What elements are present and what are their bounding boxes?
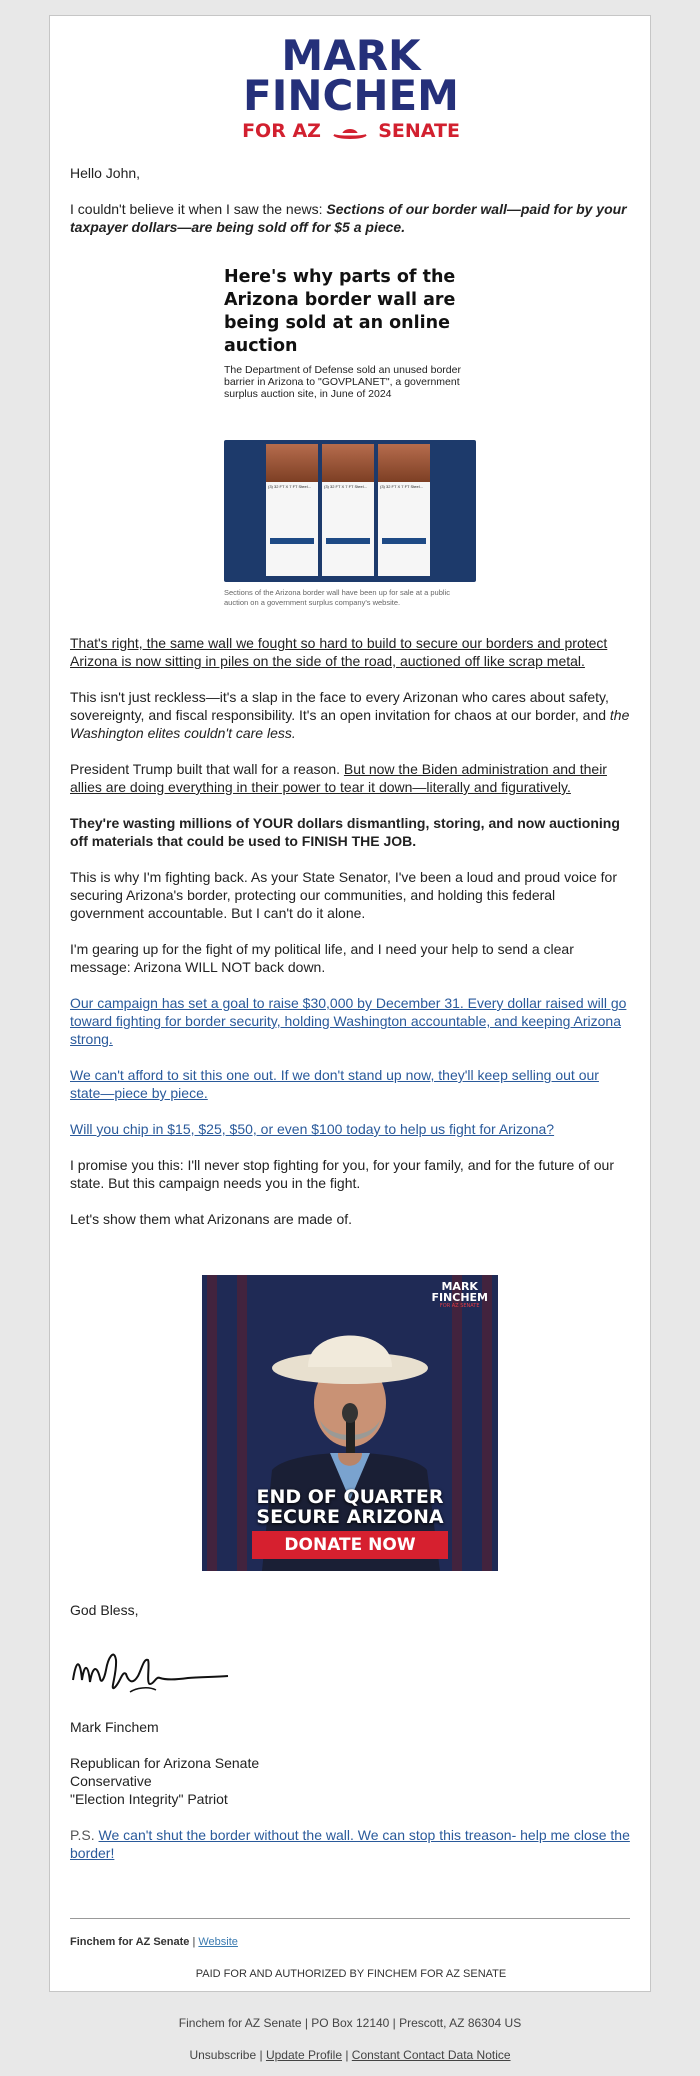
closing: God Bless, (70, 1602, 139, 1618)
promo-logo-first: MARK (441, 1280, 478, 1293)
handwritten-signature (70, 1640, 230, 1704)
website-link[interactable]: Website (198, 1936, 238, 1948)
lot-title: (3) 32 FT X 7 FT Steel... (268, 484, 311, 489)
promo-line-secure: SECURE ARIZONA (256, 1506, 444, 1528)
wall-image (322, 444, 374, 482)
donate-link-goal[interactable]: Our campaign has set a goal to raise $30,000 by December 31. Every dollar raised will go toward fighting for border security, holding Washington accountable, and keeping Arizona strong. (70, 995, 627, 1047)
promo-logo-sub: FOR AZ SENATE (439, 1303, 480, 1309)
news-article-clip (224, 266, 474, 400)
paragraph-show-them: Let's show them what Arizonans are made of. (70, 1211, 353, 1227)
promo-headline (202, 1487, 498, 1527)
email-preferences (0, 2048, 700, 2062)
article-lede: The Department of Defense sold an unused border barrier in Arizona to "GOVPLANET", a government surplus auction site, in June of 2024 (224, 364, 461, 400)
paragraph-reckless (70, 688, 630, 742)
intro-plain: I couldn't believe it when I saw the news: (70, 201, 327, 217)
auction-lot (322, 444, 374, 576)
donate-link-chip-in[interactable]: Will you chip in $15, $25, $50, or even $100 today to help us fight for Arizona? (70, 1121, 555, 1137)
auction-screenshot (224, 440, 476, 582)
intro-paragraph (70, 200, 630, 236)
article-headline: Here's why parts of the Arizona border wall are being sold at an online auction (224, 267, 456, 356)
paragraph-trump (70, 760, 630, 796)
auction-lot (266, 444, 318, 576)
donate-link-sit-out[interactable]: We can't afford to sit this one out. If we don't stand up now, they'll keep selling out our state—piece by piece. (70, 1067, 599, 1101)
pref-sep-2: | (342, 2048, 352, 2062)
lot-title: (3) 32 FT X 7 FT Steel... (380, 484, 423, 489)
footer-org-name: Finchem for AZ Senate (70, 1936, 190, 1948)
auction-lot (378, 444, 430, 576)
email-card (49, 15, 651, 1992)
footer-divider (70, 1918, 630, 1919)
mailing-address: Finchem for AZ Senate | PO Box 12140 | Prescott, AZ 86304 US (178, 2016, 522, 2030)
signer-block (70, 1718, 630, 1880)
signature-image (70, 1640, 230, 1704)
signer-title-1: Republican for Arizona Senate (70, 1755, 260, 1771)
donate-now-button[interactable]: DONATE NOW (252, 1531, 448, 1559)
promo-line-quarter: END OF QUARTER (256, 1486, 444, 1508)
signer-title-3: "Election Integrity" Patriot (70, 1791, 228, 1807)
promo-logo (431, 1281, 488, 1310)
wall-image (378, 444, 430, 482)
lot-button (326, 538, 370, 544)
paragraph-promise: I promise you this: I'll never stop fighting for you, for your family, and for the future of our state. But this campaign needs you in the fight. (70, 1157, 615, 1191)
lot-title: (3) 32 FT X 7 FT Steel... (324, 484, 367, 489)
footer-separator: | (189, 1936, 199, 1948)
paragraph-wasting: They're wasting millions of YOUR dollars dismantling, storing, and now auctioning off materials that could be used to FINISH THE JOB. (70, 815, 620, 849)
signer-title-2: Conservative (70, 1773, 152, 1789)
ps-link[interactable]: We can't shut the border without the wall. We can stop this treason- help me close the border! (70, 1827, 630, 1861)
logo-subline (50, 120, 652, 142)
constant-contact-link[interactable]: Constant Contact Data Notice (351, 2048, 511, 2062)
promo-logo-last: FINCHEM (431, 1291, 488, 1304)
logo-first-name: MARK (281, 31, 421, 80)
lot-button (382, 538, 426, 544)
signer-name: Mark Finchem (70, 1719, 159, 1735)
unsubscribe-link[interactable]: Unsubscribe (189, 2048, 257, 2062)
logo-last-name: FINCHEM (243, 71, 459, 120)
auction-caption: Sections of the Arizona border wall have been up for sale at a public auction on a government surplus company's website. (224, 588, 450, 607)
p3-text: President Trump built that wall for a reason. (70, 761, 344, 777)
update-profile-link[interactable]: Update Profile (265, 2048, 342, 2062)
closing-block (70, 1601, 630, 1637)
cowboy-hat-icon (333, 124, 367, 140)
postscript (70, 1826, 630, 1862)
p2-italic: the Washington elites couldn't care less. (70, 707, 630, 741)
lot-button (270, 538, 314, 544)
paragraph-gearing-up: I'm gearing up for the fight of my political life, and I need your help to send a clear message: Arizona WILL NOT back down. (70, 941, 574, 975)
paragraph-wall: That's right, the same wall we fought so hard to build to secure our borders and protect Arizona is now sitting in piles on the side of the road, auctioned off like scrap metal. (70, 635, 608, 669)
paid-for-notice: PAID FOR AND AUTHORIZED BY FINCHEM FOR AZ SENATE (195, 1968, 507, 1980)
p3-underlined: But now the Biden administration and their allies are doing everything in their power to tear it down—literally and figuratively. (70, 761, 607, 795)
email-intro (70, 164, 630, 254)
email-body (70, 634, 630, 1246)
intro-bold: Sections of our border wall—paid for by your taxpayer dollars—are being sold off for $5 a piece. (70, 201, 627, 235)
wall-image (266, 444, 318, 482)
logo-sub-left: FOR AZ (242, 120, 321, 142)
greeting: Hello John, (70, 165, 141, 181)
p2-text: This isn't just reckless—it's a slap in the face to every Arizonan who cares about safety, sovereignty, and fiscal responsibility. It's an open invitation for chaos at our border, and (70, 689, 610, 723)
campaign-logo (50, 31, 652, 142)
ps-label: P.S. (70, 1827, 99, 1843)
footer-org (70, 1936, 238, 1948)
pref-sep-1: | (256, 2048, 266, 2062)
logo-sub-right: SENATE (378, 120, 460, 142)
paragraph-fighting-back: This is why I'm fighting back. As your State Senator, I've been a loud and proud voice for securing Arizona's border, protecting our communities, and holding this federal government accountable. But I can't do it alone. (70, 869, 617, 921)
donate-banner[interactable] (202, 1275, 498, 1571)
